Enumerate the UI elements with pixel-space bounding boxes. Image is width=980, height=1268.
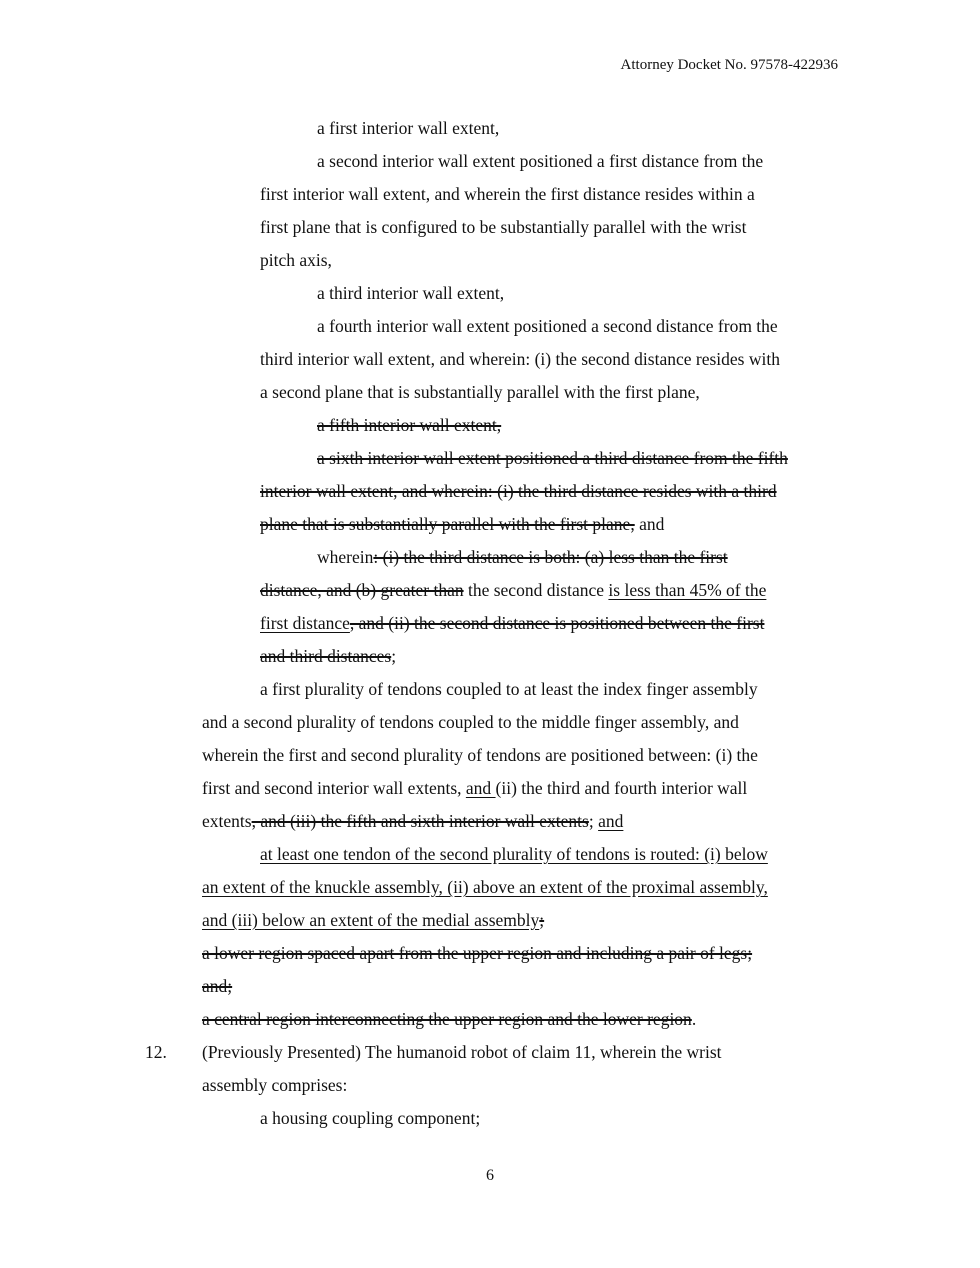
deleted-text: a sixth interior wall extent positioned a third distance from the fifth: [317, 448, 788, 468]
deleted-text: ;: [539, 910, 545, 930]
text-run: first interior wall extent, and wherein the first distance resides within a: [260, 184, 755, 204]
text-run: and: [634, 514, 665, 534]
text-line: [202, 711, 739, 733]
text-line: [260, 843, 768, 865]
inserted-text: and: [598, 811, 624, 831]
inserted-text: is less than 45% of the: [608, 580, 767, 600]
inserted-text: at least one tendon of the second plurality of tendons is routed: (i) below: [260, 844, 768, 864]
deleted-text: and third distances: [260, 646, 392, 666]
text-line: [260, 381, 700, 403]
text-line: [260, 249, 332, 271]
text-line: [317, 546, 728, 568]
text-line: [317, 282, 504, 304]
text-line: [260, 348, 780, 370]
text-line: [317, 117, 499, 139]
text-run: extents: [202, 811, 252, 831]
text-run: third interior wall extent, and wherein: (i) the second distance resides with: [260, 349, 780, 369]
text-run: pitch axis,: [260, 250, 332, 270]
text-run: a fourth interior wall extent positioned a second distance from the: [317, 316, 778, 336]
inserted-text: and (iii) below an extent of the medial assembly: [202, 910, 540, 930]
text-line: [202, 810, 623, 832]
text-line: [260, 612, 764, 634]
text-line: [202, 777, 747, 799]
page-number: 6: [486, 1167, 494, 1184]
text-run: a first plurality of tendons coupled to at least the index finger assembly: [260, 679, 758, 699]
inserted-text: first distance: [260, 613, 350, 633]
text-run: (Previously Presented) The humanoid robot of claim 11, wherein the wrist: [202, 1042, 722, 1062]
text-line: [260, 480, 777, 502]
text-line: [202, 1008, 696, 1030]
text-line: [202, 1041, 722, 1063]
claim-number: 12.: [145, 1042, 167, 1062]
text-run: and a second plurality of tendons coupled to the middle finger assembly, and: [202, 712, 739, 732]
deleted-text: a lower region spaced apart from the upper region and including a pair of legs;: [202, 943, 753, 963]
text-line: [317, 414, 501, 436]
text-run: wherein: [317, 547, 374, 567]
text-line: [317, 315, 778, 337]
deleted-text: : (i) the third distance is both: (a) less than the first: [373, 547, 728, 567]
text-run: wherein the first and second plurality of tendons are positioned between: (i) the: [202, 745, 758, 765]
inserted-text: an extent of the knuckle assembly, (ii) above an extent of the proximal assembly,: [202, 877, 768, 897]
text-run: a second interior wall extent positioned a first distance from the: [317, 151, 764, 171]
text-line: [260, 513, 664, 535]
text-line: [260, 1107, 480, 1129]
inserted-text: and: [465, 778, 496, 798]
deleted-text: distance, and (b) greater than: [260, 580, 464, 600]
text-run: (ii) the third and fourth interior wall: [495, 778, 748, 798]
text-line: [202, 942, 752, 964]
text-run: assembly comprises:: [202, 1075, 348, 1095]
text-line: [202, 876, 768, 898]
text-line: [260, 183, 755, 205]
text-run: a second plane that is substantially parallel with the first plane,: [260, 382, 700, 402]
text-line: [202, 1074, 347, 1096]
text-line: [202, 744, 758, 766]
text-line: [260, 645, 396, 667]
text-line: [260, 216, 746, 238]
deleted-text: interior wall extent, and wherein: (i) the third distance resides with a third: [260, 481, 777, 501]
deleted-text: , and (ii) the second distance is positioned between the first: [349, 613, 765, 633]
text-run: the second distance: [463, 580, 609, 600]
text-run: a housing coupling component;: [260, 1108, 481, 1128]
text-line: [202, 909, 544, 931]
deleted-text: plane that is substantially parallel with the first plane,: [260, 514, 635, 534]
text-run: first plane that is configured to be substantially parallel with the wrist: [260, 217, 747, 237]
text-line: [260, 678, 758, 700]
deleted-text: , and (iii) the fifth and sixth interior wall extents: [251, 811, 589, 831]
deleted-text: a fifth interior wall extent,: [317, 415, 502, 435]
deleted-text: a central region interconnecting the upper region and the lower region: [202, 1009, 692, 1029]
text-run: a third interior wall extent,: [317, 283, 505, 303]
text-line: [317, 150, 763, 172]
text-run: ;: [588, 811, 599, 831]
docket-header: Attorney Docket No. 97578-422936: [620, 57, 838, 73]
text-run: .: [691, 1009, 697, 1029]
text-run: ;: [391, 646, 397, 666]
text-run: first and second interior wall extents,: [202, 778, 466, 798]
text-line: [202, 975, 232, 997]
text-line: [317, 447, 788, 469]
text-run: a first interior wall extent,: [317, 118, 500, 138]
deleted-text: and;: [202, 976, 233, 996]
text-line: [260, 579, 766, 601]
